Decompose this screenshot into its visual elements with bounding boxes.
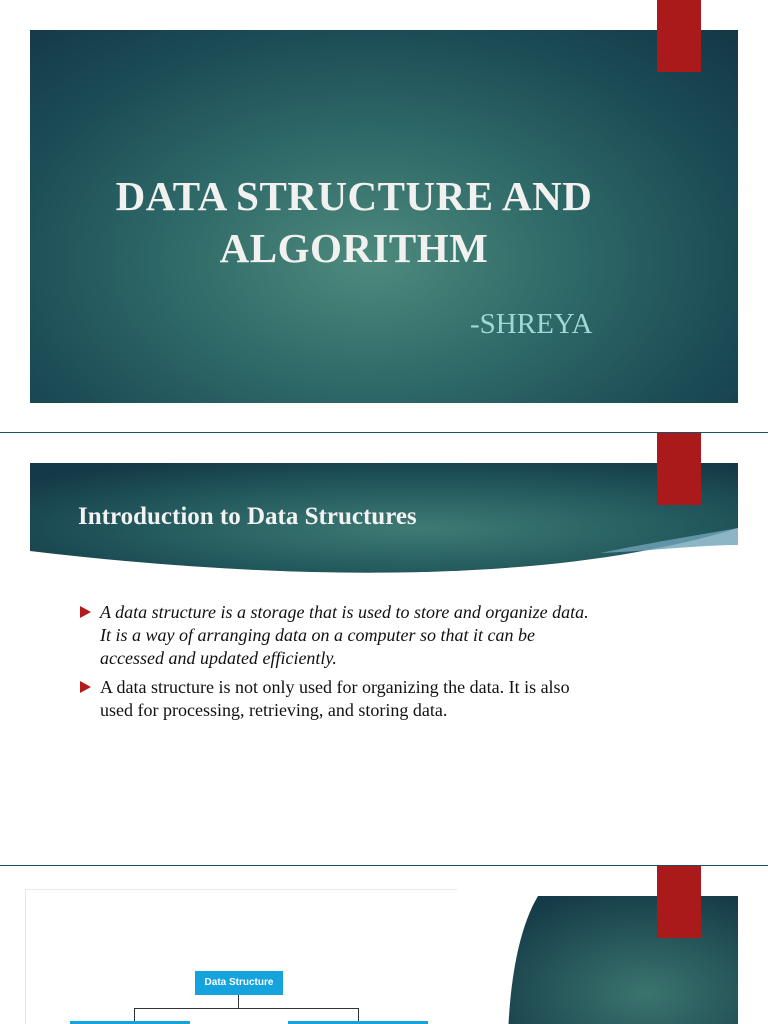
slide-title: Introduction to Data Structures: [78, 503, 417, 530]
red-bookmark-tab: [657, 433, 701, 505]
list-item: [78, 601, 598, 670]
red-bookmark-tab: [657, 866, 701, 938]
title-line-2: ALGORITHM: [219, 225, 489, 271]
list-item: [78, 676, 598, 722]
bullet-list: [78, 601, 598, 728]
bullet-text: A data structure is a storage that is used to store and organize data. It is a way of arranging data on a computer so that it can be accessed and updated efficiently.: [100, 602, 589, 668]
red-bookmark-tab: [657, 0, 701, 72]
triangle-bullet-icon: [80, 681, 91, 693]
tree-connector: [238, 995, 239, 1009]
triangle-bullet-icon: [80, 606, 91, 618]
diagram-image: [25, 889, 457, 1024]
tree-connector: [134, 1008, 135, 1022]
title-slide: [0, 0, 768, 432]
tree-connector: [134, 1008, 359, 1009]
author-name: -SHREYA: [470, 308, 593, 340]
side-teal-panel: [500, 896, 738, 1024]
diagram-root-node: Data Structure: [195, 971, 283, 995]
intro-slide: [0, 433, 768, 865]
bullet-text: A data structure is not only used for organizing the data. It is also used for processing, retrieving, and storing data.: [100, 677, 570, 720]
tree-connector: [358, 1008, 359, 1022]
presentation-title: [30, 170, 678, 274]
diagram-slide: [0, 866, 768, 1024]
title-line-1: DATA STRUCTURE AND: [115, 173, 593, 219]
